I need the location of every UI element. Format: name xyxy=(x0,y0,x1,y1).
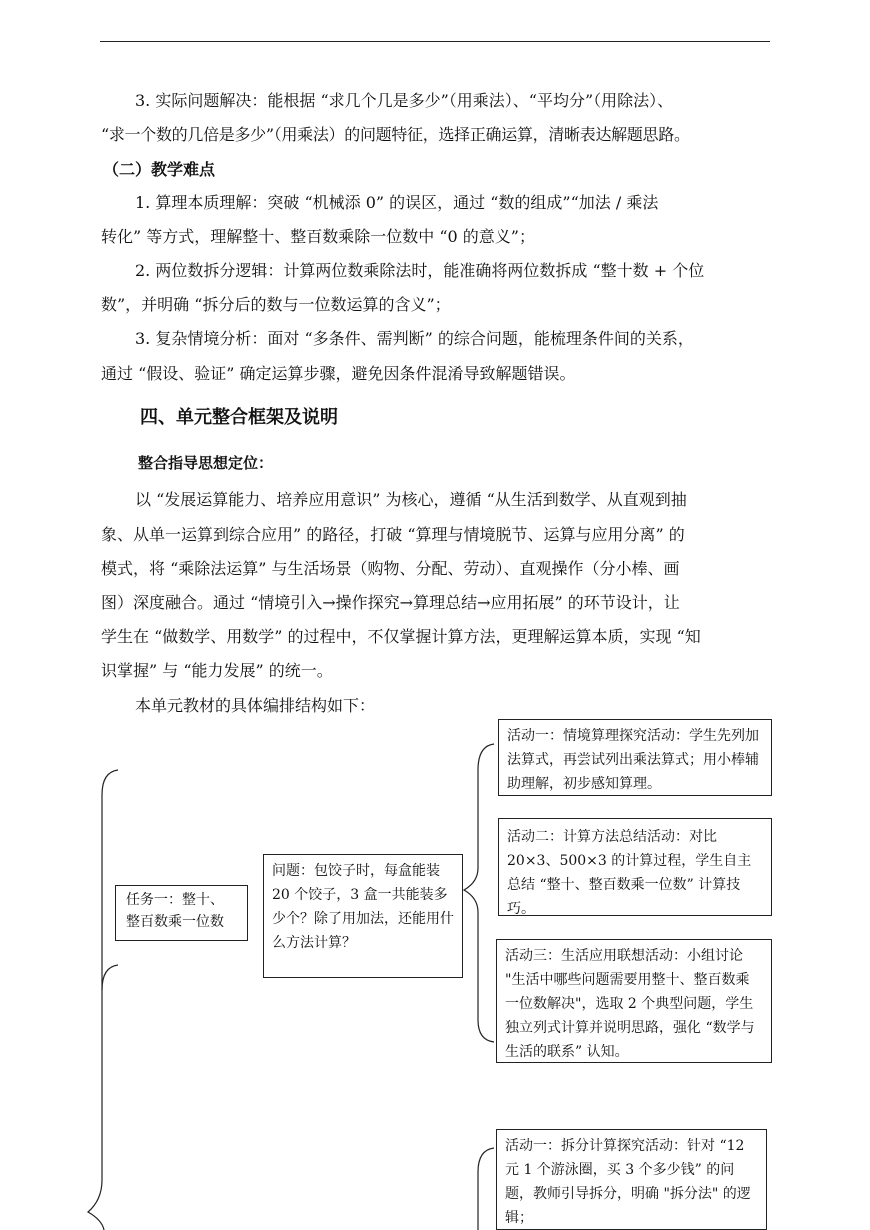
difficulty-p1-line2: 转化” 等方式，理解整十、整百数乘除一位数中 “0 的意义”； xyxy=(101,227,535,246)
activity1-box: 活动一：情境算理探究活动：学生先列加法算式，再尝试列出乘法算式；用小棒辅助理解，初步感知算理。 xyxy=(498,719,772,796)
difficulty-p1-line1: 1. 算理本质理解：突破 “机械添 0” 的误区，通过 “数的组成”“加法 / 乘法 xyxy=(135,193,659,212)
section4-line-3: 模式，将 “乘除法运算” 与生活场景（购物、分配、劳动）、直观操作（分小棒、画 xyxy=(101,559,680,578)
question-box: 问题：包饺子时，每盒能装 20 个饺子，3 盒一共能装多少个？除了用加法，还能用什么方法计算？ xyxy=(263,854,463,978)
section4-subtitle: 整合指导思想定位： xyxy=(138,454,274,472)
difficulty-p2-line1: 2. 两位数拆分逻辑：计算两位数乘除法时，能准确将两位数拆成 “整十数 + 个位 xyxy=(135,261,705,280)
activities-brace xyxy=(464,744,494,1042)
section4-line-2: 象、从单一运算到综合应用” 的路径，打破 “算理与情境脱节、运算与应用分离” 的 xyxy=(101,525,685,544)
difficulty-item3-line2: “求一个数的几倍是多少”（用乘法）的问题特征，选择正确运算，清晰表达解题思路。 xyxy=(101,125,690,144)
structure-intro: 本单元教材的具体编排结构如下： xyxy=(135,696,376,715)
difficulty-heading: （二）教学难点 xyxy=(103,160,216,179)
difficulty-item3-line1: 3. 实际问题解决：能根据 “求几个几是多少”（用乘法）、“平均分”（用除法）、 xyxy=(135,91,674,110)
task1-box: 任务一：整十、整百数乘一位数 xyxy=(115,885,248,941)
task1-brace xyxy=(102,965,118,990)
activities2-brace xyxy=(478,1148,494,1230)
section4-line-4: 图）深度融合。通过 “情境引入→操作探究→算理总结→应用拓展” 的环节设计，让 xyxy=(101,593,680,612)
outer-brace xyxy=(88,770,118,1230)
difficulty-p3-line2: 通过 “假设、验证” 确定运算步骤，避免因条件混淆导致解题错误。 xyxy=(101,364,576,383)
section4-line-1: 以 “发展运算能力、培养应用意识” 为核心，遵循 “从生活到数学、从直观到抽 xyxy=(135,490,687,509)
section4-line-6: 识掌握” 与 “能力发展” 的统一。 xyxy=(101,661,333,680)
difficulty-p2-line2: 数”，并明确 “拆分后的数与一位数运算的含义”； xyxy=(101,295,451,314)
activity3-box: 活动三：生活应用联想活动：小组讨论 "生活中哪些问题需要用整十、整百数乘一位数解决"，选取 2 个典型问题，学生独立列式计算并说明思路，强化 “数学与生活的联系” 认知。 xyxy=(496,939,772,1063)
section4-line-5: 学生在 “做数学、用数学” 的过程中，不仅掌握计算方法，更理解运算本质，实现 “知 xyxy=(101,627,701,646)
difficulty-p3-line1: 3. 复杂情境分析：面对 “多条件、需判断” 的综合问题，能梳理条件间的关系， xyxy=(135,329,694,348)
section4-title: 四、单元整合框架及说明 xyxy=(140,407,338,428)
activity4-box: 活动一：拆分计算探究活动：针对 “12 元 1 个游泳圈，买 3 个多少钱” 的问题，教师引导拆分，明确 "拆分法" 的逻辑； xyxy=(496,1129,767,1230)
activity2-box: 活动二：计算方法总结活动：对比 20×3、500×3 的计算过程，学生自主总结 “整十、整百数乘一位数” 计算技巧。 xyxy=(498,818,772,916)
